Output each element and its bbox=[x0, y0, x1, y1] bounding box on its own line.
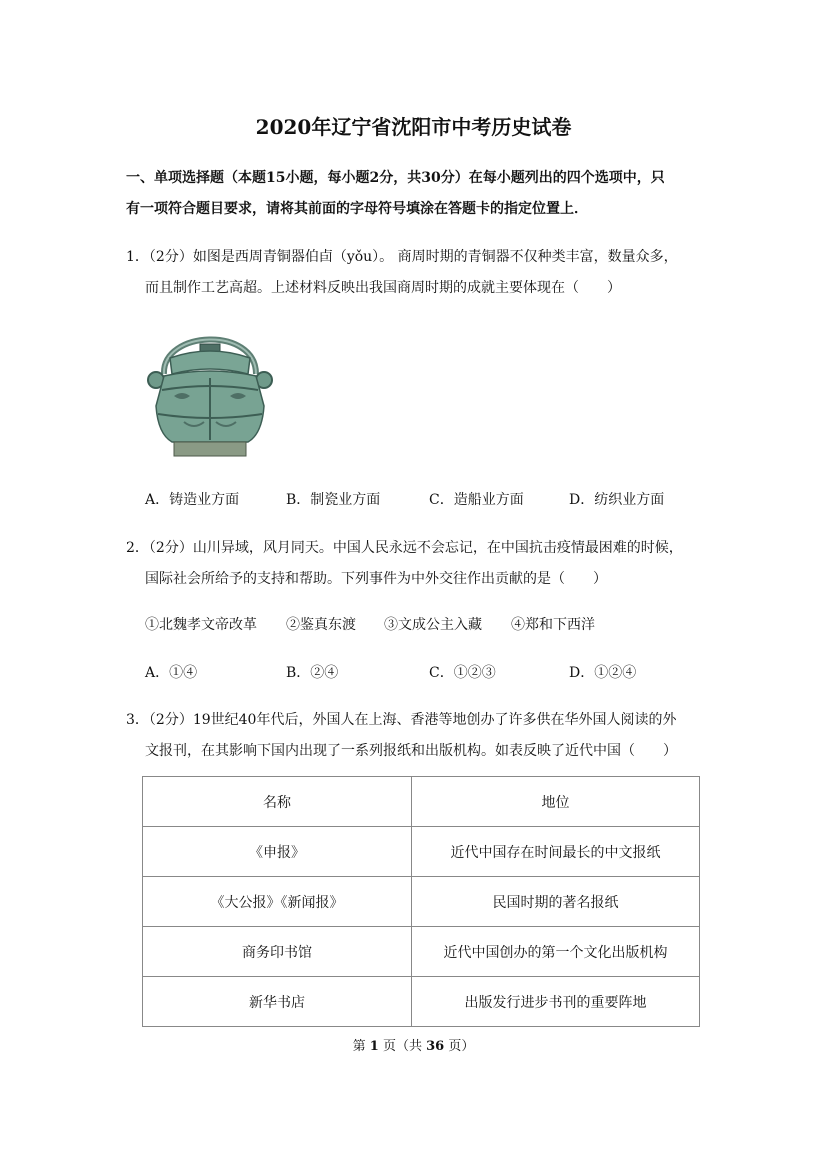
bronze-vessel-image bbox=[144, 318, 276, 464]
q1-option-b[interactable]: B．制瓷业方面 bbox=[286, 492, 381, 508]
table-cell-status: 近代中国创办的第一个文化出版机构 bbox=[412, 927, 700, 977]
table-cell-name: 《大公报》《新闻报》 bbox=[143, 877, 412, 927]
q2-stem-line1: 2．（2分）山川异域，风月同天。中国人民永远不会忘记，在中国抗击疫情最困难的时候， bbox=[126, 540, 683, 556]
footer-suffix: 页） bbox=[448, 1039, 475, 1054]
q1-option-a[interactable]: A．铸造业方面 bbox=[145, 492, 240, 508]
table-row bbox=[143, 877, 700, 927]
q2-item-4: ④郑和下西洋 bbox=[511, 617, 595, 633]
table-row bbox=[143, 977, 700, 1027]
table-cell-status: 民国时期的著名报纸 bbox=[412, 877, 700, 927]
q2-option-c[interactable]: C．①②③ bbox=[429, 665, 496, 681]
q3-stem-line2: 文报刊，在其影响下国内出现了一系列报纸和出版机构。如表反映了近代中国（ ） bbox=[145, 743, 677, 759]
page-title: 2020年辽宁省沈阳市中考历史试卷 bbox=[255, 115, 572, 139]
footer-prefix: 第 bbox=[352, 1039, 366, 1054]
q1-stem-line2: 而且制作工艺高超。上述材料反映出我国商周时期的成就主要体现在（ ） bbox=[145, 280, 621, 296]
q1-option-d[interactable]: D．纺织业方面 bbox=[569, 492, 665, 508]
q2-option-a[interactable]: A．①④ bbox=[145, 665, 198, 681]
q3-stem-line1: 3．（2分）19世纪40年代后，外国人在上海、香港等地创办了许多供在华外国人阅读的外 bbox=[126, 712, 677, 728]
footer-middle: 页（共 bbox=[382, 1039, 422, 1054]
q2-option-d[interactable]: D．①②④ bbox=[569, 665, 637, 681]
q2-item-2: ②鉴真东渡 bbox=[286, 617, 356, 633]
table-cell-name: 商务印书馆 bbox=[143, 927, 412, 977]
footer-total-pages: 36 bbox=[426, 1039, 445, 1054]
table-cell-name: 新华书店 bbox=[143, 977, 412, 1027]
q2-item-1: ①北魏孝文帝改革 bbox=[145, 617, 257, 633]
footer-page-number: 1 bbox=[369, 1039, 379, 1054]
page-footer bbox=[0, 1035, 827, 1054]
q2-option-b[interactable]: B．②④ bbox=[286, 665, 339, 681]
table-row bbox=[143, 827, 700, 877]
newspaper-table bbox=[142, 776, 700, 1027]
q1-option-c[interactable]: C．造船业方面 bbox=[429, 492, 524, 508]
table-cell-status: 近代中国存在时间最长的中文报纸 bbox=[412, 827, 700, 877]
q2-stem-line2: 国际社会所给予的支持和帮助。下列事件为中外交往作出贡献的是（ ） bbox=[145, 571, 607, 587]
table-header-status: 地位 bbox=[412, 777, 700, 827]
section-heading-line1: 一、单项选择题（本题15小题，每小题2分，共30分）在每小题列出的四个选项中，只 bbox=[126, 170, 665, 186]
table-header-name: 名称 bbox=[143, 777, 412, 827]
table-cell-name: 《申报》 bbox=[143, 827, 412, 877]
q2-item-3: ③文成公主入藏 bbox=[384, 617, 482, 633]
table-cell-status: 出版发行进步书刊的重要阵地 bbox=[412, 977, 700, 1027]
table-header-row bbox=[143, 777, 700, 827]
table-row bbox=[143, 927, 700, 977]
section-heading-line2: 有一项符合题目要求，请将其前面的字母符号填涂在答题卡的指定位置上． bbox=[126, 201, 588, 217]
q1-stem-line1: 1．（2分）如图是西周青铜器伯卣（yǒu）。 商周时期的青铜器不仅种类丰富，数量众多， bbox=[126, 249, 678, 265]
